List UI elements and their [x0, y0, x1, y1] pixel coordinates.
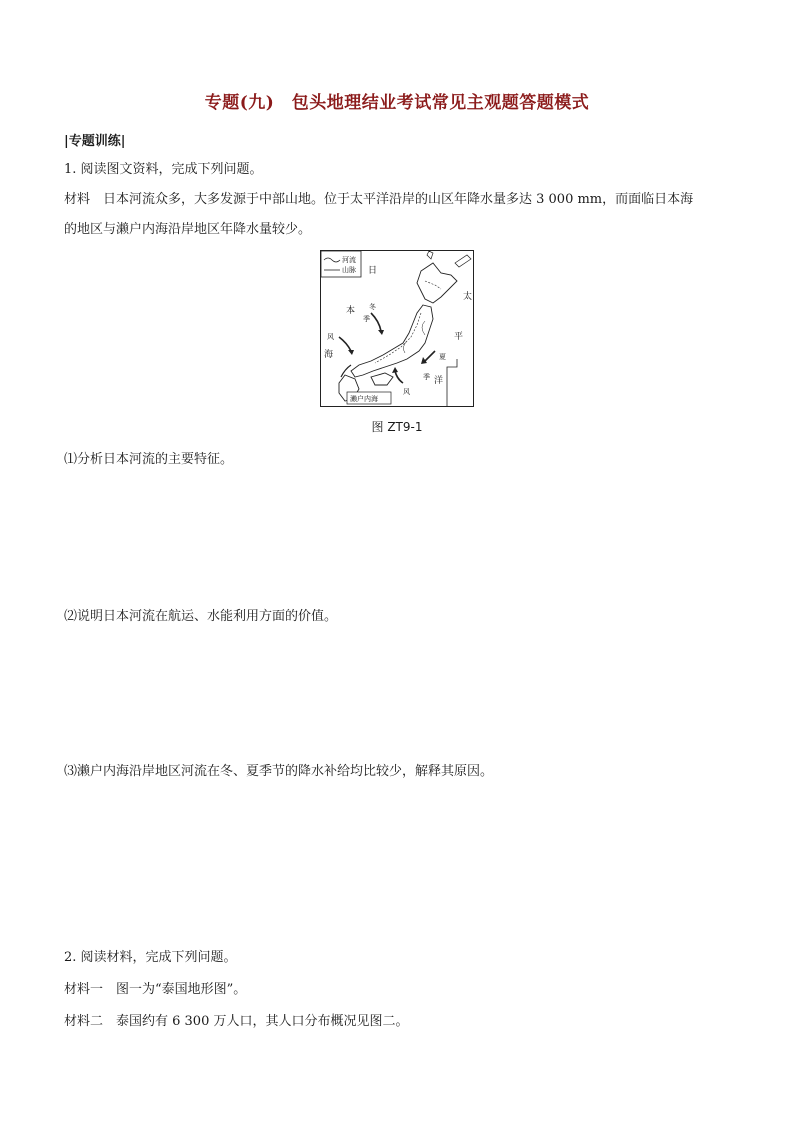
arrow-head [348, 350, 354, 355]
seto-label: 濑户内海 [350, 395, 378, 403]
shikoku-outline [371, 373, 393, 385]
question-2-material2: 材料二 泰国约有 6 300 万人口，其人口分布概况见图二。 [64, 1014, 409, 1029]
figure-caption: 图 ZT9-1 [371, 420, 423, 434]
label-xia: 夏 [439, 353, 446, 361]
label-hai: 海 [324, 350, 334, 360]
arrow-head [392, 367, 398, 373]
legend-river-label: 河流 [342, 256, 356, 264]
island-fragment [455, 255, 471, 267]
island-fragment [427, 251, 433, 259]
question-1-prompt: 1. 阅读图文资料，完成下列问题。 [64, 162, 263, 177]
arrow-head [378, 330, 384, 335]
label-feng-winter: 风 [327, 333, 334, 341]
question-1-sub2: ⑵说明日本河流在航运、水能利用方面的价值。 [64, 609, 338, 624]
question-1-material-line2: 的地区与濑户内海沿岸地区年降水量较少。 [64, 222, 312, 237]
label-tai: 太 [463, 292, 473, 302]
legend-mountain-label: 山脉 [342, 266, 356, 274]
hokkaido-outline [417, 263, 457, 303]
label-ping: 平 [454, 332, 464, 342]
question-1-sub1: ⑴分析日本河流的主要特征。 [64, 452, 234, 467]
label-dong: 冬 [369, 303, 376, 311]
japan-map-figure [320, 250, 474, 407]
label-yang: 洋 [434, 376, 444, 386]
summer-wind-arrow [395, 371, 403, 383]
page-title: 专题(九) 包头地理结业考试常见主观题答题模式 [204, 93, 590, 113]
question-2-material1: 材料一 图一为“泰国地形图”。 [64, 982, 247, 997]
winter-wind-arrow [339, 337, 351, 351]
question-2-prompt: 2. 阅读材料，完成下列问题。 [64, 950, 237, 965]
section-label: |专题训练| [64, 134, 126, 149]
label-ji-summer: 季 [423, 373, 430, 381]
label-ben: 本 [346, 306, 356, 316]
japan-map-svg [321, 251, 473, 406]
label-ji-winter: 季 [363, 315, 370, 323]
question-1-material-line1: 材料 日本河流众多，大多发源于中部山地。位于太平洋沿岸的山区年降水量多达 3 000 mm，而面临日本海 [64, 192, 694, 207]
label-feng-summer: 风 [403, 388, 410, 396]
question-1-sub3: ⑶濑户内海沿岸地区河流在冬、夏季节的降水补给均比较少，解释其原因。 [64, 764, 494, 779]
winter-wind-arrow [371, 313, 381, 331]
inset-bracket [447, 359, 457, 406]
summer-wind-arrow [425, 351, 435, 361]
label-ri: 日 [368, 266, 378, 276]
